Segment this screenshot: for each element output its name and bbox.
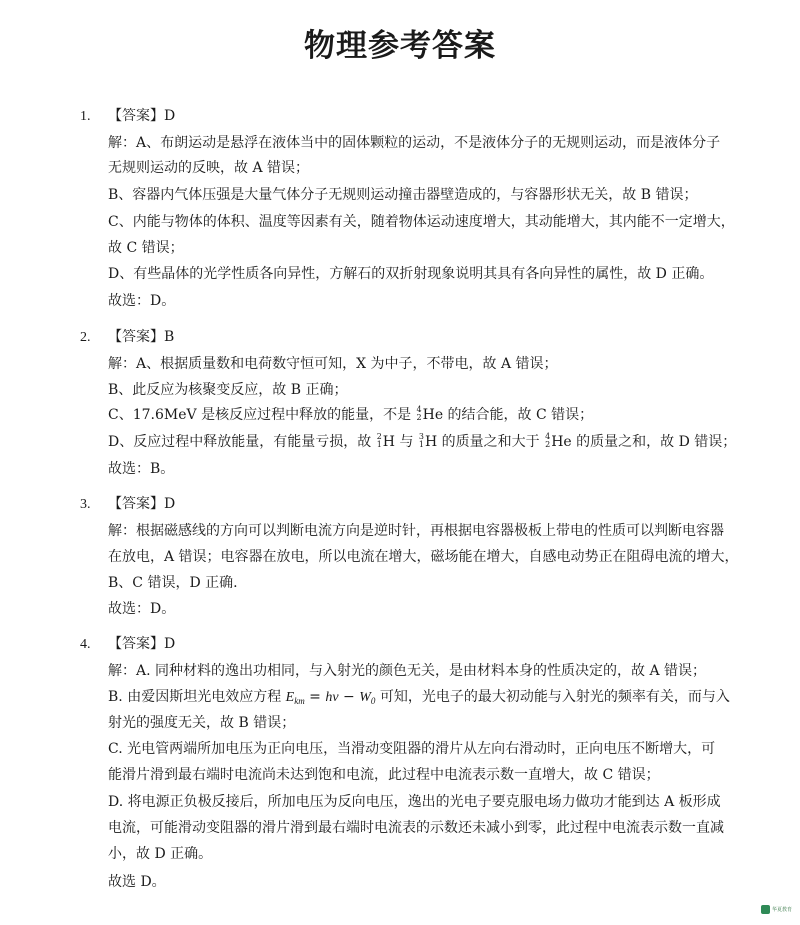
explanation-line: B、容器内气体压强是大量气体分子无规则运动撞击器壁造成的，与容器形状无关，故 B 错误； [108,187,698,203]
explanation-line: 解：A、布朗运动是悬浮在液体当中的固体颗粒的运动，不是液体分子的无规则运动，而是液体分子 [108,135,721,151]
answer-label: 【答案】D [108,108,176,124]
explanation-line: 解：A. 同种材料的逸出功相同，与入射光的颜色无关，是由材料本身的性质决定的，故 A 错误； [108,663,707,679]
conclusion-line: 故选 D。 [108,874,166,890]
formula-ek: $E_{km}$ [285,690,305,706]
explanation-line: 在放电，A 错误；电容器在放电，所以电流在增大，磁场能在增大，自感电动势正在阻碍电流的增大， [108,549,739,565]
deuterium-nuclide-symbol: 2 1 [376,432,382,449]
question-number: 3. [80,497,91,512]
helium-nuclide-symbol: 4 2 [416,405,422,422]
conclusion-line: 故选：D。 [108,601,176,617]
explanation-line: C. 光电管两端所加电压为正向电压，当滑动变阻器的滑片从左向右滑动时，正向电压不断增大，可 [108,741,716,757]
question-number: 2. [80,330,91,345]
explanation-line: B. 由爱因斯坦光电效应方程 $E_{km} = h\nu - W_0$ 可知，光电子的最大初动能与入射光的频率有关，而与入 [108,689,730,706]
explanation-line: 无规则运动的反映，故 A 错误； [108,160,310,176]
helium-nuclide-symbol: 4 2 [545,432,551,449]
explanation-line: C、内能与物体的体积、温度等因素有关，随着物体运动速度增大，其动能增大，其内能不一定增大， [108,214,735,230]
explanation-line: B、C 错误，D 正确. [108,575,238,591]
page-title: 物理参考答案 [304,28,496,64]
explanation-line: D、有些晶体的光学性质各向异性，方解石的双折射现象说明其具有各向异性的属性，故 D 正确。 [108,266,714,282]
explanation-line: 解：根据磁感线的方向可以判断电流方向是逆时针，再根据电容器极板上带电的性质可以判断电容器 [108,523,724,539]
explanation-line: D. 将电源正负极反接后，所加电压为反向电压，逸出的光电子要克服电场力做功才能到达 A 板形成 [108,794,721,810]
question-number: 1. [80,109,91,124]
explanation-line: 电流，可能滑动变阻器的滑片滑到最右端时电流表的示数还未减小到零，此过程中电流表示数一直减 [108,820,724,836]
explanation-line: B、此反应为核聚变反应，故 B 正确； [108,382,348,398]
answer-label: 【答案】B [108,329,175,345]
question-number: 4. [80,637,91,652]
formula-w0: $W_0$ [359,690,376,706]
answer-label: 【答案】D [108,496,176,512]
answer-label: 【答案】D [108,636,176,652]
explanation-line: 解：A、根据质量数和电荷数守恒可知，X 为中子，不带电，故 A 错误； [108,356,558,372]
explanation-line: D、反应过程中释放能量，有能量亏损，故 2 1 H 与 3 1 H 的质量之和大于 4 2 He 的质量之和，故 D 错误； [108,432,737,450]
explanation-line: 小，故 D 正确。 [108,846,213,862]
explanation-line: 能滑片滑到最右端时电流尚未达到饱和电流，此过程中电流表示数一直增大，故 C 错误； [108,767,660,783]
conclusion-line: 故选：D。 [108,293,176,309]
explanation-line: C、17.6MeV 是核反应过程中释放的能量，不是 4 2 He 的结合能，故 C 错误； [108,405,594,423]
explanation-line: 故 C 错误； [108,240,184,256]
logo-icon [761,905,770,914]
conclusion-line: 故选：B。 [108,461,175,477]
tritium-nuclide-symbol: 3 1 [418,432,424,449]
explanation-line: 射光的强度无关，故 B 错误； [108,715,296,731]
watermark-logo: 华夏教育 [760,905,792,919]
